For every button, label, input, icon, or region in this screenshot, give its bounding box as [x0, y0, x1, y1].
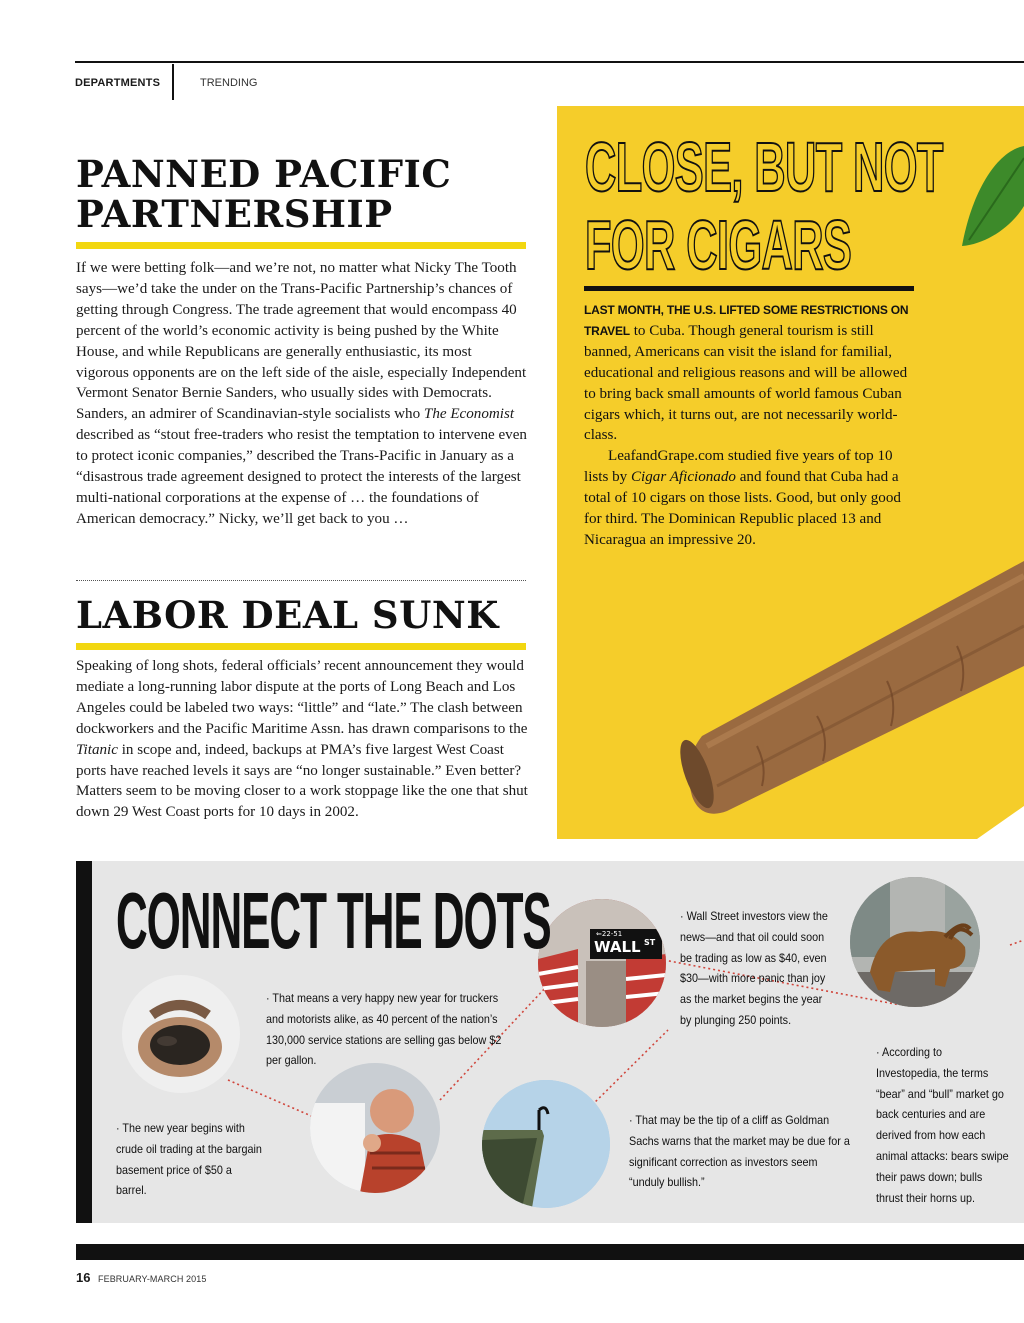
dot-note-1: · The new year begins with crude oil trading at the bargain basement price of $50 a barrel. — [116, 1121, 262, 1198]
dot-note-4: · That may be the tip of a cliff as Goldman Sachs warns that the market may be due for a significant correction as investors seem “unduly bullish.” — [629, 1113, 850, 1190]
sign-number: ⇐22-51 — [596, 930, 623, 938]
charging-bull-photo — [850, 877, 980, 1007]
connect-the-dots-title: CONNECT THE DOTS — [116, 876, 551, 965]
trucker-photo — [310, 1063, 440, 1193]
wall-street-photo — [538, 899, 666, 1027]
cliff-icon — [482, 1080, 610, 1208]
cigar-title: CLOSE, BUT NOT FOR CIGARS — [585, 128, 943, 284]
cliff-photo — [482, 1080, 610, 1208]
issue-date: FEBRUARY-MARCH 2015 — [98, 1274, 207, 1284]
article1-headline: PANNED PACIFIC PARTNERSHIP — [76, 152, 452, 236]
dot-note-5: · According to Investopedia, the terms “bear” and “bull” market go back centuries and are derived from how each animal attacks: bears swipe their paws down; bulls thrust their horns up. — [876, 1045, 1009, 1205]
subsection-label: TRENDING — [200, 77, 258, 89]
article2-headline: LABOR DEAL SUNK — [76, 593, 499, 637]
footer-rule — [76, 1244, 1024, 1260]
oil-hands-icon — [122, 975, 240, 1093]
section-label: DEPARTMENTS — [75, 77, 161, 89]
sign-text: WALL — [594, 938, 641, 956]
trucker-icon — [310, 1063, 440, 1193]
cigar-paragraph-1: LAST MONTH, THE U.S. LIFTED SOME RESTRICTIONS ON TRAVEL to Cuba. Though general tourism is still banned, Americans can visit the island for familial, educational and religious reasons and will be allowed to bring back small amounts of world famous Cuban cigars which, it turns out, are not necessarily world-class. — [584, 303, 909, 444]
sign-sup: ST — [644, 938, 656, 947]
article2-body: Speaking of long shots, federal officials’ recent announcement they would mediate a long-running labor dispute at the ports of Long Beach and Los Angeles could be labeled two ways: “little” and “late.” The clash between dockworkers and the Pacific Maritime Assn. has drawn comparisons to the Titanic in scope and, indeed, backups at PMA’s five largest West Coast ports have reached levels it says are “no longer sustainable.” Even better? Matters seem to be moving closer to a work stoppage like the one that shut down 29 West Coast ports for 10 days in 2002. — [76, 658, 528, 821]
cigar-paragraph-2: LeafandGrape.com studied five years of top 10 lists by Cigar Aficionado and found that Cuba had a total of 10 cigars on those lists. Good, but only good for third. The Dominican Republic placed 13 and Nicaragua an impressive 20. — [584, 448, 901, 548]
wall-street-sign-icon — [538, 899, 666, 1027]
bull-icon — [850, 877, 980, 1007]
oil-hands-photo — [122, 975, 240, 1093]
dot-note-3: · Wall Street investors view the news—and that oil could soon be trading as low as $40, even $30—with more panic than joy as the market begins the year by plunging 250 points. — [680, 909, 828, 1027]
page-number: 16 — [76, 1270, 91, 1285]
dot-note-2: · That means a very happy new year for truckers and motorists alike, as 40 percent of the nation’s 130,000 service stations are selling gas below $2 per gallon. — [266, 991, 502, 1068]
article1-body: If we were betting folk—and we’re not, no matter what Nicky The Tooth says—we’d take the under on the Trans-Pacific Partnership’s chances of getting through Congress. The trade agreement that would encompass 40 percent of the world’s economic activity is being pushed by the White House, and while Republicans are generally enthusiastic, its most vigorous opponents are on the left side of the aisle, especially Independent Vermont Senator Bernie Sanders, who usually sides with Democrats. Sanders, an admirer of Scandinavian-style socialists who The Economist described as “stout free-traders who resist the temptation to intervene even to protect iconic companies,” described the Trans-Pacific in January as a “disastrous trade agreement designed to protect the interests of the largest multi-national corporations at the expense of … the foundations of American democracy.” Nicky, we’ll get back to you … — [76, 260, 527, 527]
